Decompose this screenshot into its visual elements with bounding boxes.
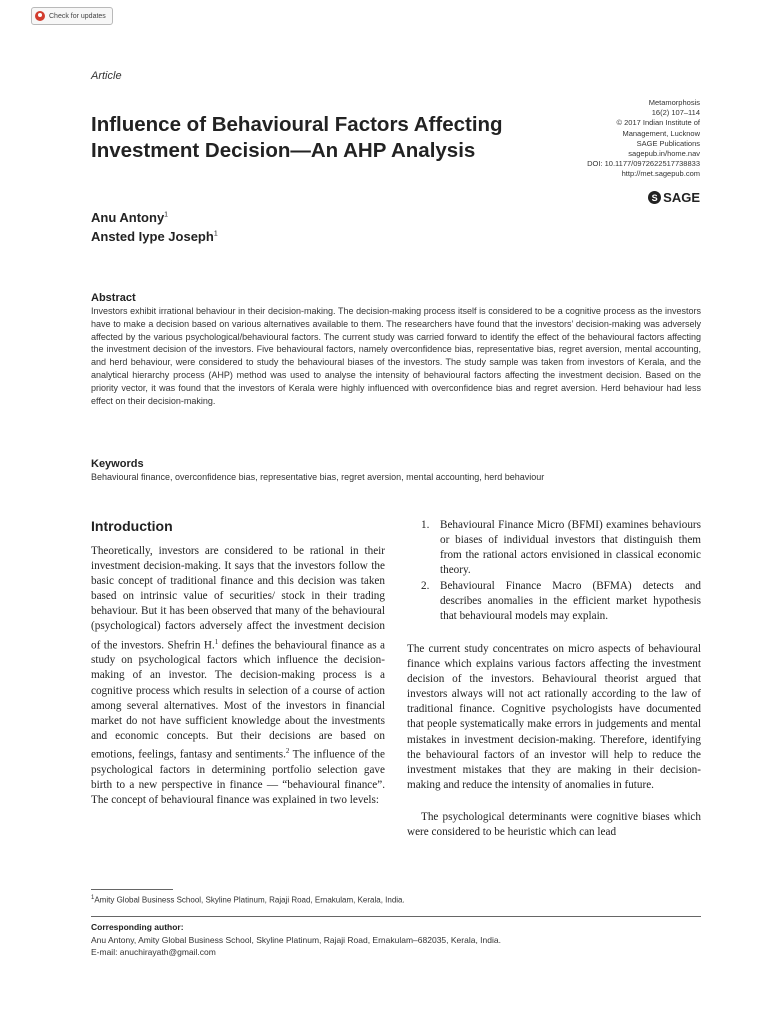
corresponding-email[interactable]: E-mail: anuchirayath@gmail.com — [91, 947, 216, 957]
sage-logo-text: SAGE — [663, 190, 700, 205]
journal-publisher: SAGE Publications — [636, 138, 700, 148]
right-paragraph-2: The psychological determinants were cognitive biases which were considered to be heuristic which can lead — [407, 811, 701, 839]
footnote-text: Amity Global Business School, Skyline Platinum, Rajaji Road, Ernakulam, Kerala, India. — [94, 895, 405, 905]
list-text: Behavioural Finance Macro (BFMA) detects and describes anomalies in the efficient market hypothesis that behavioural models may explain. — [440, 580, 701, 623]
author-2-affil: 1 — [213, 230, 218, 238]
update-icon — [35, 11, 45, 21]
journal-metadata — [587, 98, 700, 180]
list-number: 2. — [421, 580, 430, 592]
author-1-affil: 1 — [164, 211, 169, 219]
journal-institute: Management, Lucknow — [622, 128, 700, 138]
right-paragraph-1: The current study concentrates on micro aspects of behavioural finance which explains various factors affecting the investment decision of the investors. Behavioural theorist argued that investors always will not act rationally according to the law of traditional finance. Cognitive psychologists have documented that people systematically make errors in judgements and mental mistakes in investment decision-making. Therefore, identifying the behavioural factors of an investor will help to reduce the investment mistakes that they are making in their decision-making and reduce the intensity of anomalies in future. — [407, 643, 701, 791]
footnote-divider — [91, 889, 173, 890]
author-2 — [91, 229, 218, 244]
sage-logo — [648, 190, 700, 205]
introduction-heading: Introduction — [91, 518, 173, 534]
footnote-marker: 1 — [91, 895, 95, 901]
journal-home-link[interactable]: sagepub.in/home.nav — [628, 149, 700, 159]
corresponding-divider — [91, 916, 701, 917]
keywords-heading: Keywords — [91, 458, 144, 470]
paper-title — [91, 112, 561, 164]
intro-text-part-2: defines the behavioural finance as a study on psychological factors which influence the decision-making of an investor. The decision-making process is a cognitive process which results in selection of a course of action among several alternatives. Most of the investors in financial market do not have sufficient knowledge about the investments and economic concepts. But their decisions are based on emotions, feelings, fantasy and sentiments. — [91, 639, 385, 761]
list-number: 1. — [421, 519, 430, 531]
title-line-1: Influence of Behavioural Factors Affecting — [91, 113, 503, 136]
reference-2[interactable]: 2 — [285, 746, 290, 755]
intro-text-part-3: The influence of the psychological factors in determining portfolio selection gave birth to a new perspective in finance — “behavioural finance”. The concept of behavioural finance was explained in two levels: — [91, 748, 385, 806]
abstract-text: Investors exhibit irrational behaviour in their decision-making. The decision-making process itself is considered to be a cognitive process as the investors have to make a decision based on various alternatives available to them. The researchers have found that the investors’ decision-making was adversely affected by the various psychological/behavioural factors. The current study was carried forward to identify the effect of the behavioural factors affecting the investment decision of the investors. Five behavioural factors, namely overconfidence bias, representative bias, regret aversion, mental accounting, and herd behaviour, were considered to study the behavioural biases of the investors. The study sample was taken from investors of Kerala, and the analytical hierarchy process (AHP) method was used to analyse the intensity of behavioural factors affecting the investment decision. Based on the priority vector, it was found that the investors of Kerala were highly influenced with overconfidence bias and regret aversion. Herd behaviour had less effect on their decision-making. — [91, 306, 701, 406]
journal-url[interactable]: http://met.sagepub.com — [621, 169, 700, 179]
sage-logo-icon: S — [648, 191, 661, 204]
list-item — [407, 579, 701, 624]
introduction-left-column — [91, 544, 385, 808]
article-type-label: Article — [91, 70, 122, 82]
list-item — [407, 518, 701, 578]
check-for-updates-button[interactable] — [31, 7, 113, 25]
list-text: Behavioural Finance Micro (BFMI) examines behaviours or biases of individual investors that distinguish them from the rational actors envisioned in classical economic theory. — [440, 519, 701, 577]
author-2-name: Ansted Iype Joseph — [91, 229, 214, 244]
reference-1[interactable]: 1 — [214, 637, 219, 646]
journal-doi[interactable]: DOI: 10.1177/0972622517738833 — [587, 159, 700, 169]
author-1 — [91, 210, 168, 225]
journal-copyright: © 2017 Indian Institute of — [616, 118, 700, 128]
corresponding-heading: Corresponding author: — [91, 922, 184, 932]
check-for-updates-label: Check for updates — [49, 12, 106, 20]
intro-paragraph — [91, 544, 385, 808]
journal-name: Metamorphosis — [648, 98, 700, 107]
author-1-name: Anu Antony — [91, 210, 165, 225]
intro-text-part-1: Theoretically, investors are considered to be rational in their investment decision-making. It says that the investors follow the basic concept of traditional finance and this decision was taken based on intrinsic value of securities/ stock in their trading behaviour. But it has been observed that many of the behavioural (psychological) factors adversely affect the investment decision of the investors. Shefrin H. — [91, 545, 385, 652]
corresponding-address: Anu Antony, Amity Global Business School, Skyline Platinum, Rajaji Road, Ernakulam–682035, Kerala, India. — [91, 935, 501, 945]
abstract-heading: Abstract — [91, 292, 136, 304]
keywords-text: Behavioural finance, overconfidence bias, representative bias, regret aversion, mental accounting, herd behaviour — [91, 472, 545, 482]
title-line-2: Investment Decision—An AHP Analysis — [91, 139, 476, 162]
footnote — [91, 895, 405, 905]
journal-issue: 16(2) 107–114 — [651, 108, 700, 118]
